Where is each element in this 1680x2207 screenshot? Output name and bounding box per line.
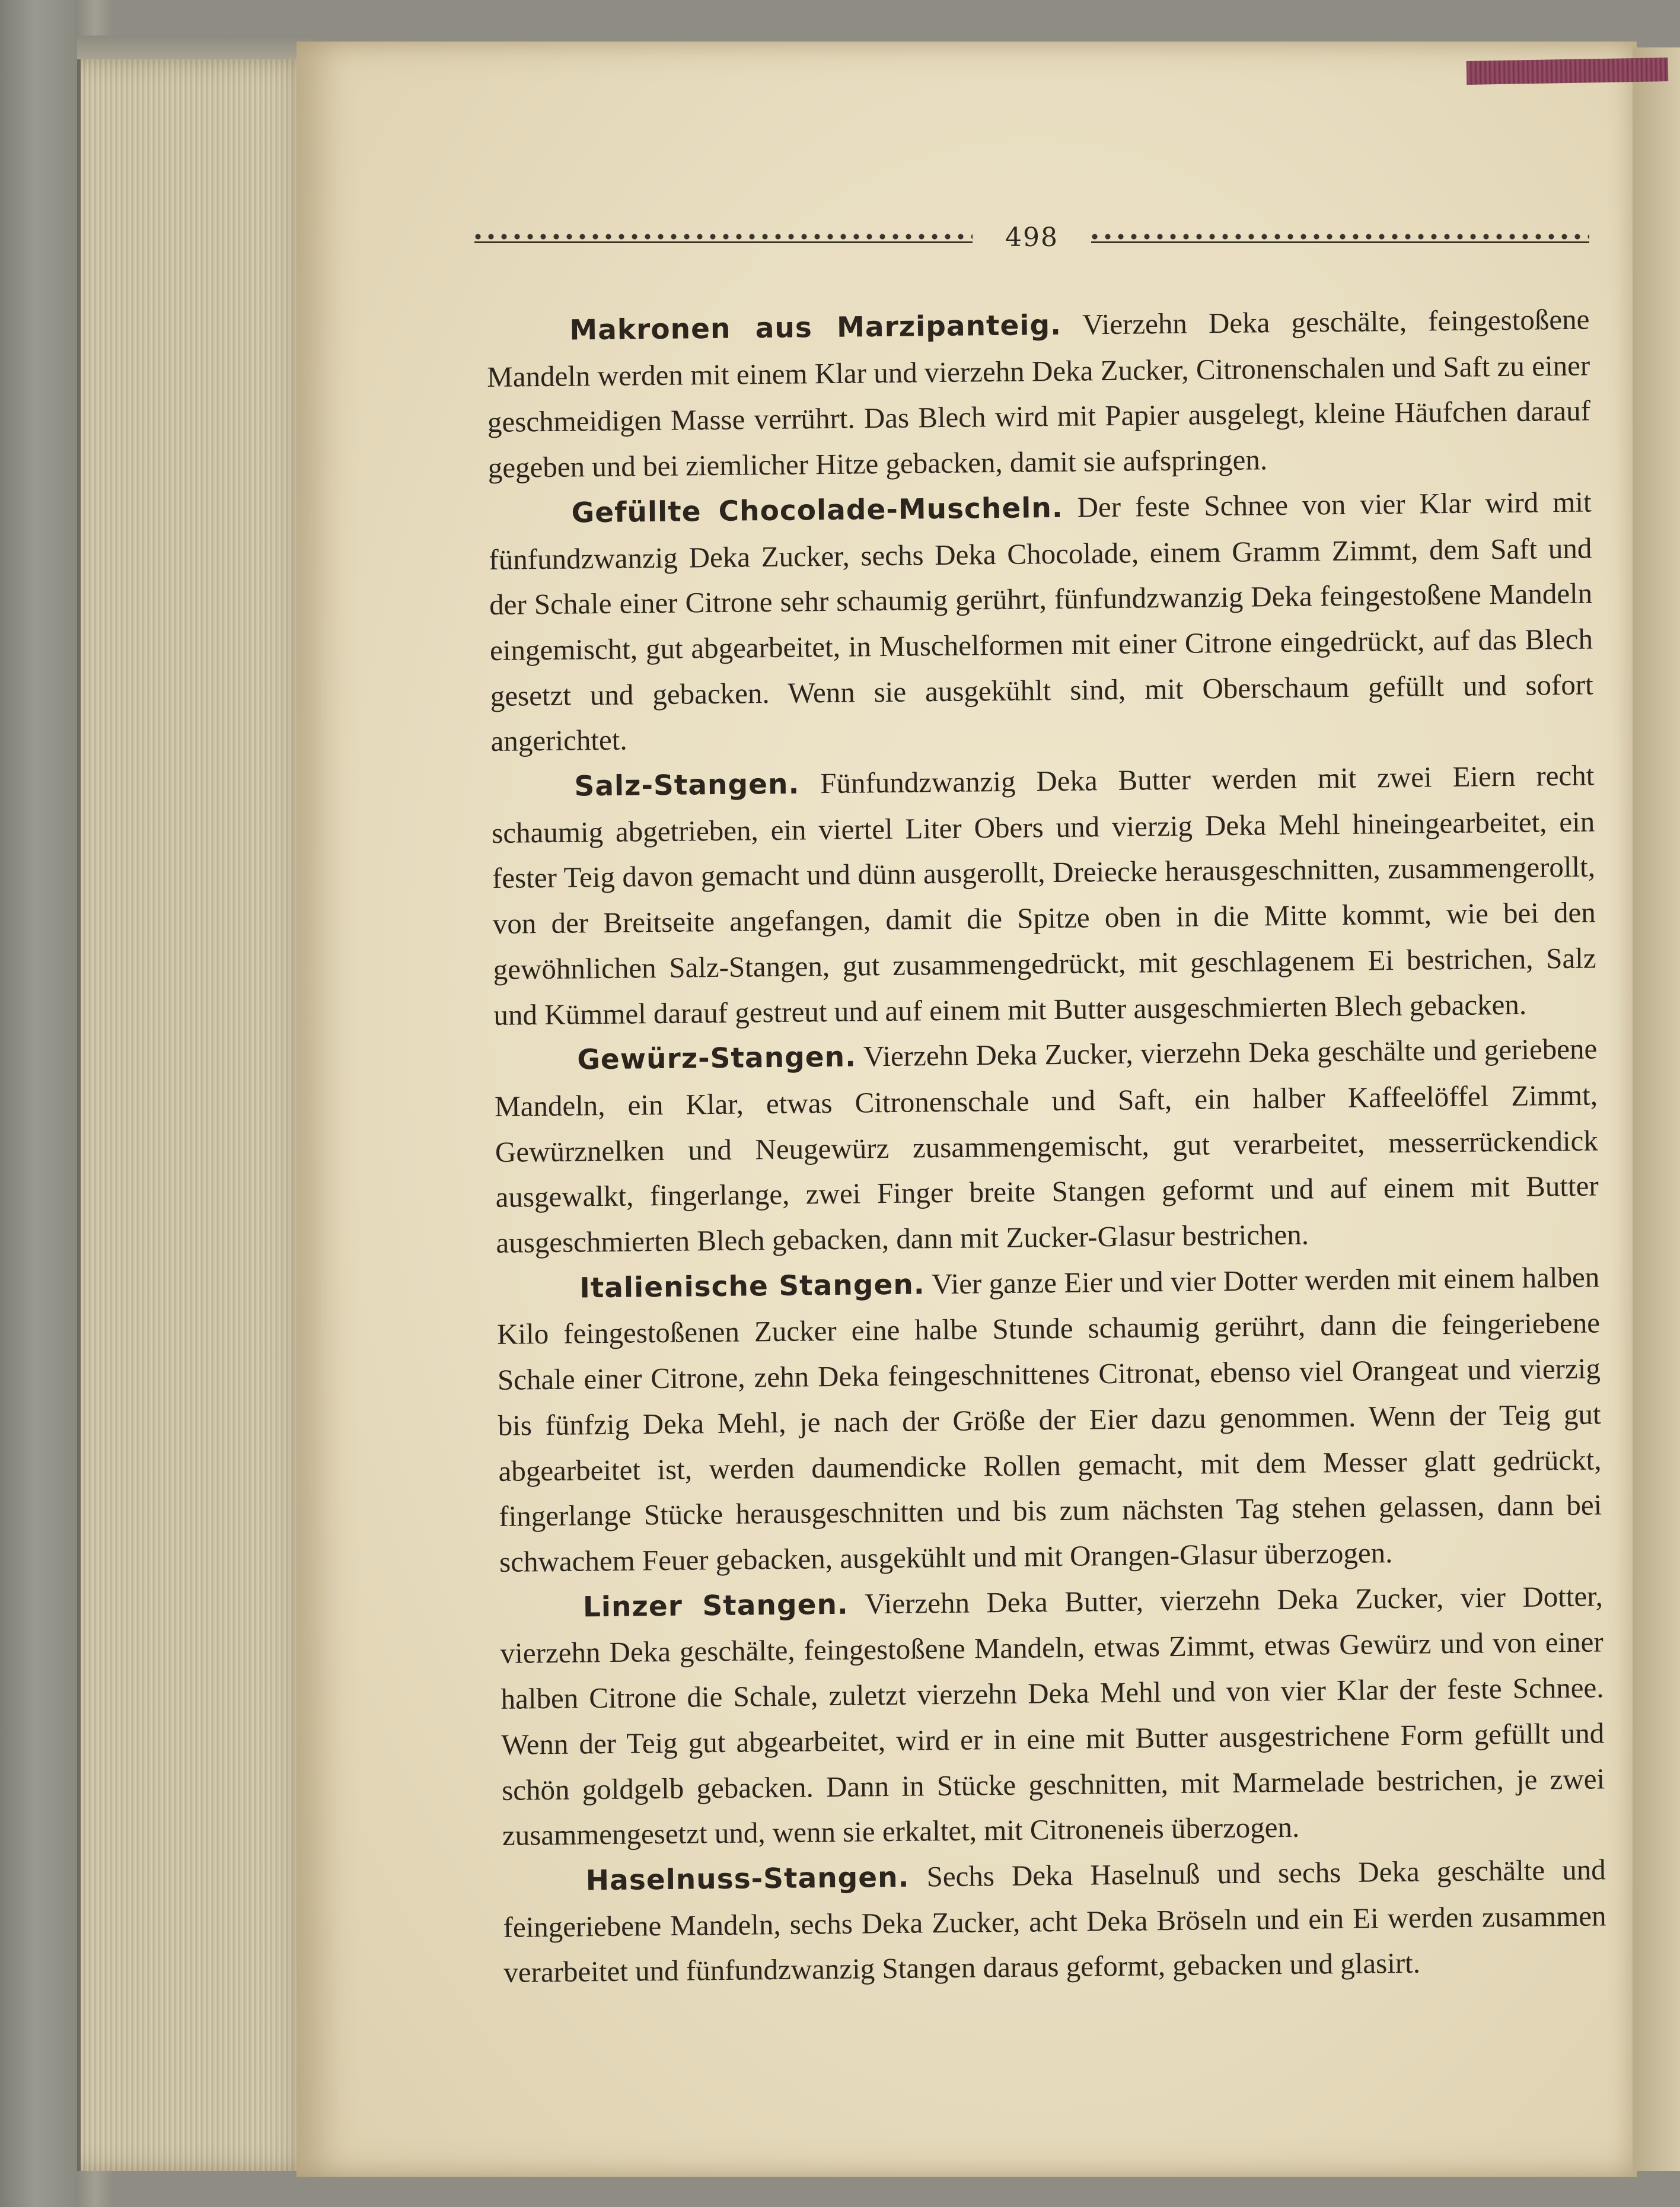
header-ornament-right — [1091, 228, 1589, 246]
recipe-paragraph — [502, 1847, 1606, 1996]
recipe-text: Vierzehn Deka geschälte, feingestoßene Mandeln werden mit einem Klar und vierzehn Deka Zucker, Citronenschalen und Saft zu einer geschmeidigen Masse verrührt. Das Blech wird mit Papier ausgelegt, kleine Häufchen darauf gegeben und bei ziemlicher Hitze gebacken, damit sie aufspringen. — [486, 302, 1591, 485]
recipe-text: Sechs Deka Haselnuß und sechs Deka geschälte und feingeriebene Mandeln, sechs Deka Zucker, acht Deka Bröseln und ein Ei werden zusammen verarbeitet und fünfundzwanzig Stangen daraus geformt, gebacken und glasirt. — [503, 1853, 1606, 1989]
recipe-title: Makronen aus Marzipanteig. — [569, 308, 1062, 347]
recipe-text: Vierzehn Deka Zucker, vierzehn Deka geschälte und geriebene Mandeln, ein Klar, etwas Citronenschale und Saft, ein halber Kaffeelöffel Zimmt, Gewürznelken und Neugewürz zusammengemischt, gut verarbeitet, messerrückendick ausgewalkt, fingerlange, zwei Finger breite Stangen geformt und auf einem mit Butter ausgeschmierten Blech gebacken, dann mit Zucker-Glasur bestrichen. — [494, 1032, 1599, 1259]
page-text — [486, 297, 1607, 1996]
bookmark-ribbon — [1467, 58, 1669, 85]
recipe-paragraph — [494, 1027, 1599, 1266]
recipe-paragraph — [488, 479, 1594, 765]
recipe-title: Gefüllte Chocolade-Muscheln. — [571, 491, 1063, 530]
recipe-title: Haselnuss-Stangen. — [585, 1861, 910, 1897]
recipe-paragraph — [500, 1574, 1606, 1859]
recipe-paragraph — [496, 1254, 1603, 1585]
recipe-text: Vier ganze Eier und vier Dotter werden mit einem halben Kilo feingestoßenen Zucker eine halbe Stunde schaumig gerührt, dann die feingeriebene Schale einer Citrone, zehn Deka feingeschnittenes Citronat, ebenso viel Orangeat und vierzig bis fünfzig Deka Mehl, je nach der Größe der Eier dazu genommen. Wenn der Teig gut abgearbeitet ist, werden daumendicke Rollen gemacht, mit dem Messer glatt gedrückt, fingerlange Stücke herausgeschnitten und bis zum nächsten Tag stehen gelassen, dann bei schwachem Feuer gebacken, ausgekühlt und mit Orangen-Glasur überzogen. — [496, 1260, 1602, 1578]
page-number: 498 — [1005, 222, 1059, 253]
recipe-paragraph — [491, 753, 1597, 1039]
recipe-text: Fünfundzwanzig Deka Butter werden mit zwei Eiern recht schaumig abgetrieben, ein viertel Liter Obers und vierzig Deka Mehl hineingearbeitet, ein fester Teig davon gemacht und dünn ausgerollt, Dreiecke herausgeschnitten, zusammengerollt, von der Breitseite angefangen, damit die Spitze oben in die Mitte kommt, wie bei den gewöhnlichen Salz-Stangen, gut zusammengedrückt, mit geschlagenem Ei bestrichen, Salz und Kümmel darauf gestreut und auf einem mit Butter ausgeschmierten Blech gebacken. — [491, 759, 1596, 1031]
recipe-title: Gewürz-Stangen. — [576, 1040, 857, 1077]
page-stack-edges — [77, 59, 318, 2171]
next-page-edge — [1633, 47, 1680, 2171]
header-ornament-left — [474, 228, 973, 246]
recipe-title: Salz-Stangen. — [574, 767, 800, 803]
recipe-paragraph — [486, 297, 1591, 491]
page-header — [474, 214, 1589, 261]
recipe-text: Vierzehn Deka Butter, vierzehn Deka Zucker, vier Dotter, vierzehn Deka geschälte, feingestoßene Mandeln, etwas Zimmt, etwas Gewürz und von einer halben Citrone die Schale, zuletzt vierzehn Deka Mehl und von vier Klar der feste Schnee. Wenn der Teig gut abgearbeitet, wird er in eine mit Butter ausgestrichene Form gefüllt und schön goldgelb gebacken. Dann in Stücke geschnitten, mit Marmelade bestrichen, je zwei zusammengesetzt und, wenn sie erkaltet, mit Citroneneis überzogen. — [500, 1579, 1605, 1852]
recipe-title: Linzer Stangen. — [582, 1588, 849, 1624]
recipe-text: Der feste Schnee von vier Klar wird mit fünfundzwanzig Deka Zucker, sechs Deka Chocolade, einem Gramm Zimmt, dem Saft und der Schale einer Citrone sehr schaumig gerührt, fünfundzwanzig Deka feingestoßene Mandeln eingemischt, gut abgearbeitet, in Muschelformen mit einer Citrone eingedrückt, auf das Blech gesetzt und gebacken. Wenn sie ausgekühlt sind, mit Oberschaum gefüllt und sofort angerichtet. — [489, 485, 1594, 758]
recipe-title: Italienische Stangen. — [579, 1268, 925, 1305]
